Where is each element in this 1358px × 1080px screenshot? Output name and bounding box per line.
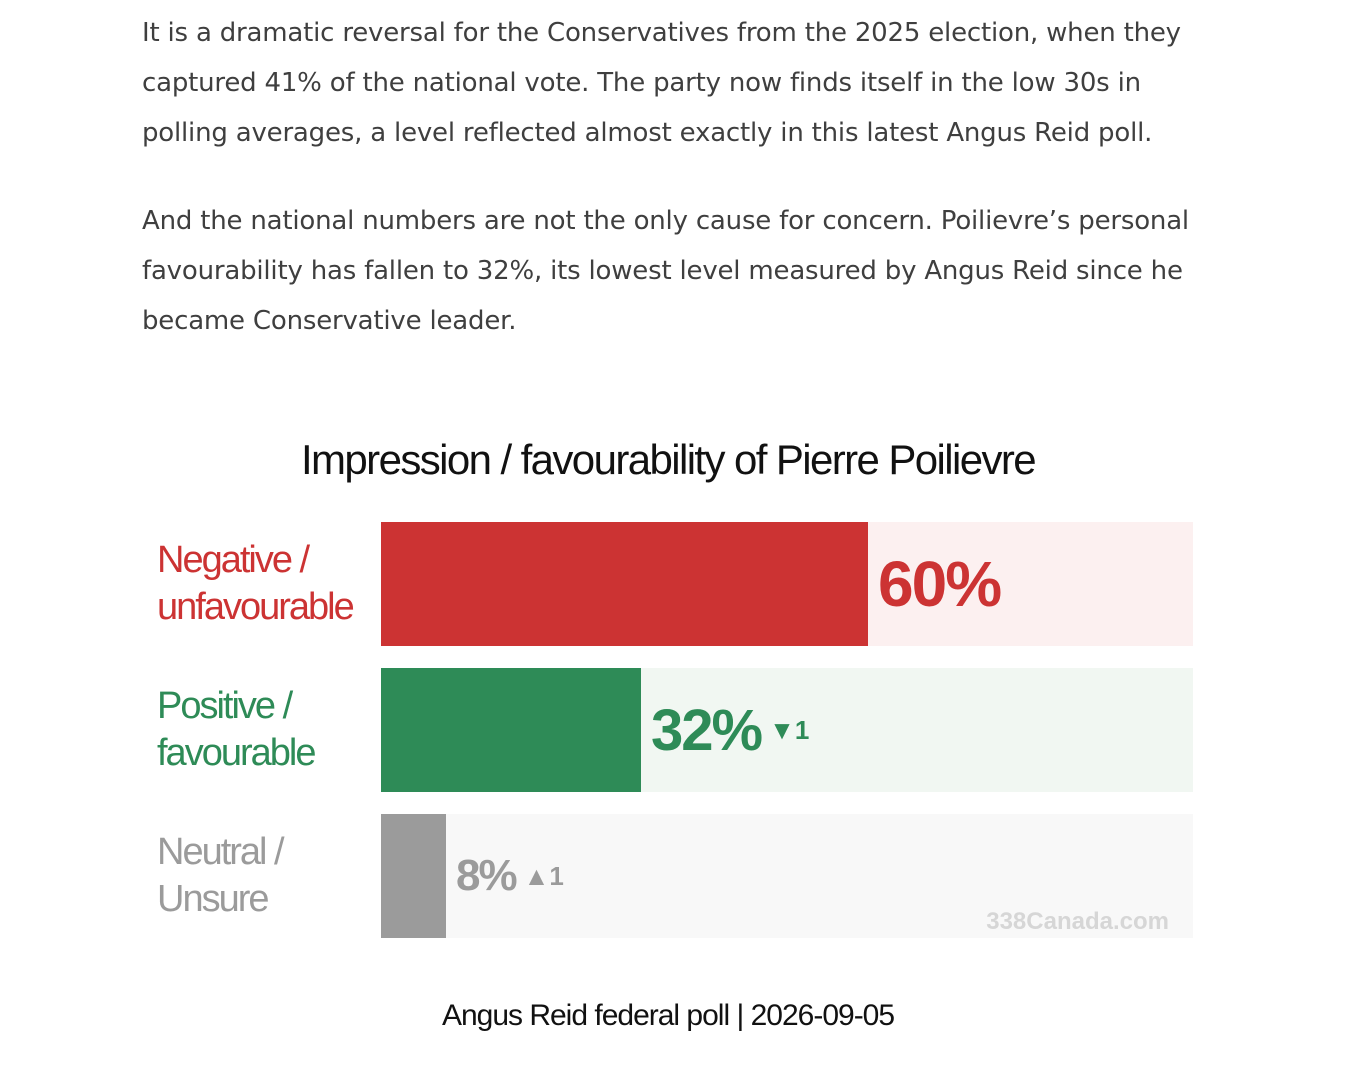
chart-footer: Angus Reid federal poll | 2026-09-05 — [441, 999, 895, 1032]
bar-value-neutral — [456, 814, 564, 938]
bar-track — [381, 668, 1193, 792]
article-paragraph: And the national numbers are not the only cause for concern. Poilievre’s personal favourability has fallen to 32%, its lowest level measured by Angus Reid since he became Conservative leader. — [142, 206, 1189, 336]
bar-neutral — [381, 814, 446, 938]
bar-positive — [381, 668, 641, 792]
chart-title: Impression / favourability of Pierre Poilievre — [300, 436, 1036, 483]
category-label-line: Negative / — [157, 539, 309, 581]
value-label: 32% — [651, 697, 762, 763]
article-text — [142, 8, 1212, 384]
article-paragraph: It is a dramatic reversal for the Conservatives from the 2025 election, when they captured 41% of the national vote. The party now finds itself in the low 30s in polling averages, a level reflected almost exactly in this latest Angus Reid poll. — [142, 18, 1181, 148]
bar-track — [381, 522, 1193, 646]
change-label: ▲1 — [523, 860, 564, 891]
category-label-line: unfavourable — [157, 586, 353, 628]
category-label — [157, 814, 372, 938]
change-label: ▼1 — [769, 714, 810, 745]
category-label-line: Positive / — [157, 685, 292, 727]
bar-track — [381, 814, 1193, 938]
value-label: 60% — [878, 548, 1001, 620]
bar-row-positive — [0, 668, 1358, 792]
category-label-line: Unsure — [157, 878, 268, 920]
bar-negative — [381, 522, 868, 646]
watermark: 338Canada.com — [986, 908, 1169, 935]
category-label — [157, 668, 372, 792]
bar-row-neutral — [0, 814, 1358, 938]
value-label: 8% — [456, 851, 516, 900]
category-label-line: Neutral / — [157, 831, 283, 873]
bar-value-positive — [651, 668, 809, 792]
bar-row-negative — [0, 522, 1358, 646]
bar-value-negative — [878, 522, 1008, 646]
category-label-line: favourable — [157, 732, 315, 774]
category-label — [157, 522, 372, 646]
